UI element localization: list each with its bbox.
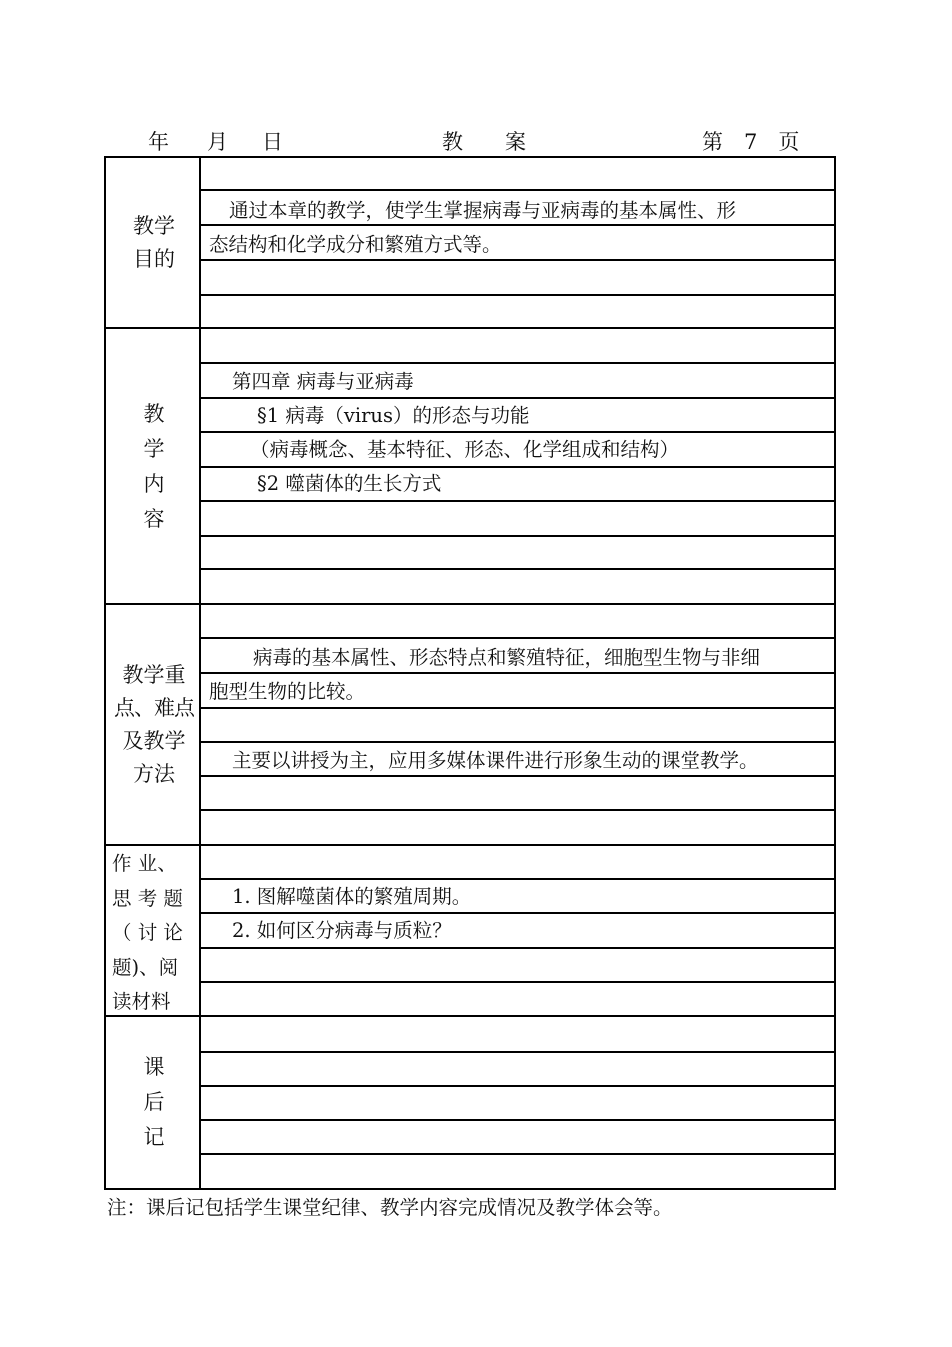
label-keypoints-line: 及教学	[122, 729, 186, 753]
keypoints-line-2: 胞型生物的比较。	[209, 680, 366, 703]
objective-line-1: 通过本章的教学，使学生掌握病毒与亚病毒的基本属性、形	[229, 199, 737, 222]
ruled-line	[200, 1119, 834, 1121]
method-line: 主要以讲授为主，应用多媒体课件进行形象生动的课堂教学。	[232, 749, 759, 772]
label-homework-line: 思 考 题	[112, 886, 183, 910]
ruled-line	[200, 741, 834, 743]
label-homework	[112, 847, 196, 1020]
ruled-line	[200, 637, 834, 639]
ruled-line	[200, 535, 834, 537]
label-reflection-char: 课	[143, 1054, 165, 1079]
homework-item-1: 1. 图解噬菌体的繁殖周期。	[232, 885, 472, 908]
label-reflection-char: 后	[143, 1089, 165, 1114]
label-homework-line: （ 讨 论	[112, 921, 183, 944]
ruled-line	[200, 1051, 834, 1053]
label-objective-line: 教学	[133, 214, 175, 238]
label-reflection	[106, 1017, 202, 1187]
header-title: 教 案	[442, 130, 526, 154]
ruled-line	[200, 1153, 834, 1155]
objective-line-2: 态结构和化学成分和繁殖方式等。	[209, 233, 502, 256]
section-divider	[104, 844, 834, 846]
ruled-line	[200, 981, 834, 983]
content-chapter-title: 第四章 病毒与亚病毒	[232, 370, 414, 393]
label-content-char: 学	[143, 436, 165, 461]
ruled-line	[200, 189, 834, 191]
section-divider	[104, 327, 834, 329]
header-year: 年	[148, 130, 169, 154]
ruled-line	[200, 1085, 834, 1087]
header-day: 日	[262, 130, 283, 154]
ruled-line	[200, 294, 834, 296]
label-keypoints-line: 教学重	[122, 663, 186, 687]
content-section-1-detail: （病毒概念、基本特征、形态、化学组成和结构）	[250, 438, 680, 461]
ruled-line	[200, 362, 834, 364]
label-objective-line: 目的	[133, 247, 175, 271]
lesson-plan-table	[104, 156, 834, 1188]
homework-item-2: 2. 如何区分病毒与质粒？	[232, 919, 452, 942]
content-section-2: §2 噬菌体的生长方式	[257, 472, 442, 495]
ruled-line	[200, 568, 834, 570]
label-homework-line: 题)、阅	[112, 955, 179, 979]
content-section-1: §1 病毒（virus）的形态与功能	[257, 404, 530, 427]
label-reflection-char: 记	[143, 1124, 165, 1149]
label-keypoints-line: 点、难点	[114, 696, 194, 720]
label-content-char: 内	[143, 471, 165, 496]
label-content-char: 容	[143, 506, 165, 531]
header-month: 月	[207, 130, 228, 154]
label-homework-line: 读材料	[112, 990, 171, 1013]
label-keypoints-line: 方法	[133, 762, 175, 786]
label-content	[106, 329, 202, 604]
ruled-line	[200, 809, 834, 811]
keypoints-line-1: 病毒的基本属性、形态特点和繁殖特征，细胞型生物与非细	[253, 646, 761, 669]
label-homework-line: 作 业、	[112, 852, 177, 875]
label-objective	[106, 158, 202, 328]
label-keypoints	[106, 605, 202, 845]
footnote: 注：课后记包括学生课堂纪律、教学内容完成情况及教学体会等。	[107, 1196, 673, 1219]
label-content-char: 教	[143, 401, 165, 426]
header-page-number: 第 7 页	[702, 130, 800, 154]
section-divider	[104, 1015, 834, 1017]
section-divider	[104, 603, 834, 605]
